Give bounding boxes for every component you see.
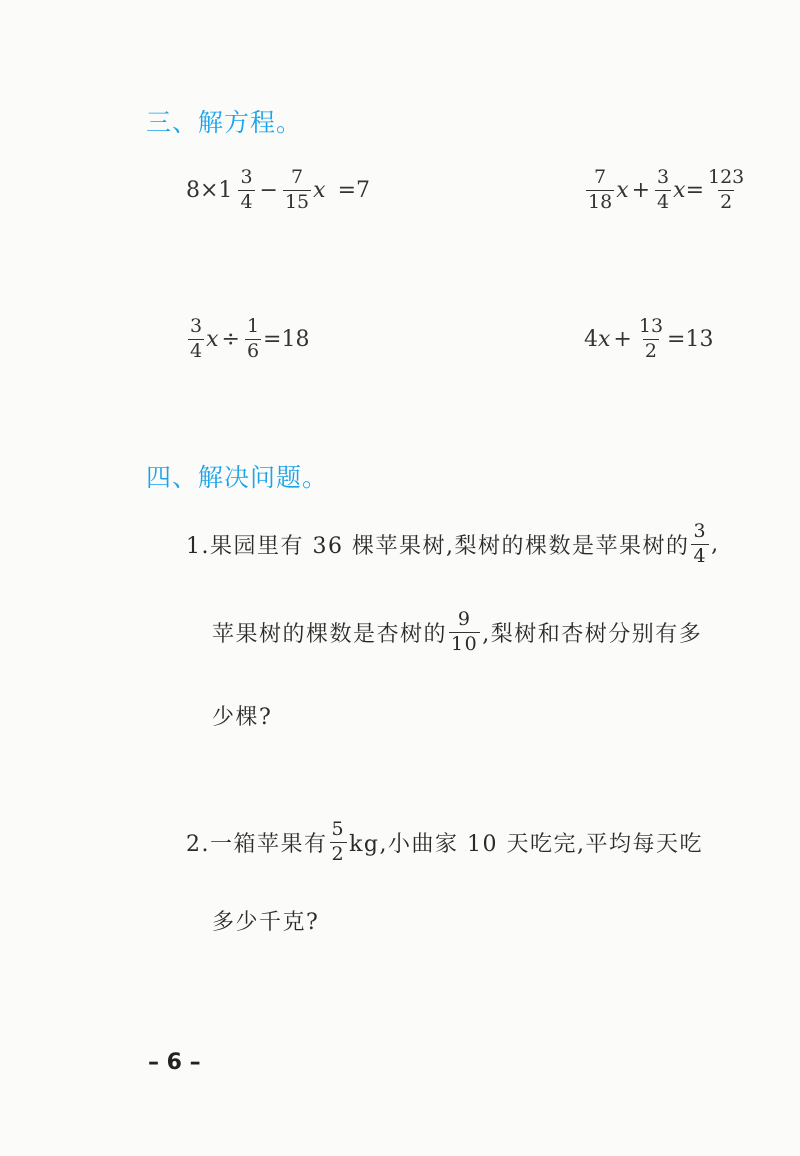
q1-fraction-1: $\frac{3}{4}$ xyxy=(693,520,708,567)
equation-3: $\frac{3}{4}$ x ÷ $\frac{1}{6}$ =18 xyxy=(190,315,310,362)
q1-line-1: 1.果园里有 36 棵苹果树,梨树的棵数是苹果树的 $\frac{3}{4}$ , xyxy=(186,520,720,567)
eq2-fraction-2: $\frac{3}{4}$ xyxy=(657,166,670,213)
eq2-fraction-result: $\frac{123}{2}$ xyxy=(708,166,745,213)
q1-line-3: 少棵? xyxy=(212,705,273,730)
equation-4: 4 x + $\frac{13}{2}$ =13 xyxy=(584,315,714,362)
section-3-title: 三、解方程。 xyxy=(146,108,303,137)
section-4-title: 四、解决问题。 xyxy=(146,463,329,492)
q1-fraction-2: $\frac{9}{10}$ xyxy=(451,608,479,655)
eq4-fraction: $\frac{13}{2}$ xyxy=(638,315,664,362)
q2-line-2: 多少千克? xyxy=(212,910,320,935)
eq3-fraction-1: $\frac{3}{4}$ xyxy=(190,315,203,362)
equation-1: 8×1 $\frac{3}{4}$ − $\frac{7}{15}$ x =7 xyxy=(186,166,371,213)
q2-fraction: $\frac{5}{2}$ xyxy=(331,818,346,865)
q1-line-2: 苹果树的棵数是杏树的 $\frac{9}{10}$ ,梨树和杏树分别有多 xyxy=(212,608,703,655)
page-number: – 6 – xyxy=(148,1050,201,1075)
eq3-fraction-2: $\frac{1}{6}$ xyxy=(246,315,260,362)
eq2-fraction-1: $\frac{7}{18}$ xyxy=(588,166,613,213)
q2-line-1: 2.一箱苹果有 $\frac{5}{2}$ kg,小曲家 10 天吃完,平均每天吃 xyxy=(186,818,703,865)
eq1-fraction: $\frac{7}{15}$ xyxy=(284,166,310,213)
eq1-a: 8×1 xyxy=(186,177,233,203)
equation-2: $\frac{7}{18}$ x + $\frac{3}{4}$ x = $\frac{123}{2}$ xyxy=(588,166,745,213)
eq1-mixed-fraction: $\frac{3}{4}$ xyxy=(240,166,253,213)
